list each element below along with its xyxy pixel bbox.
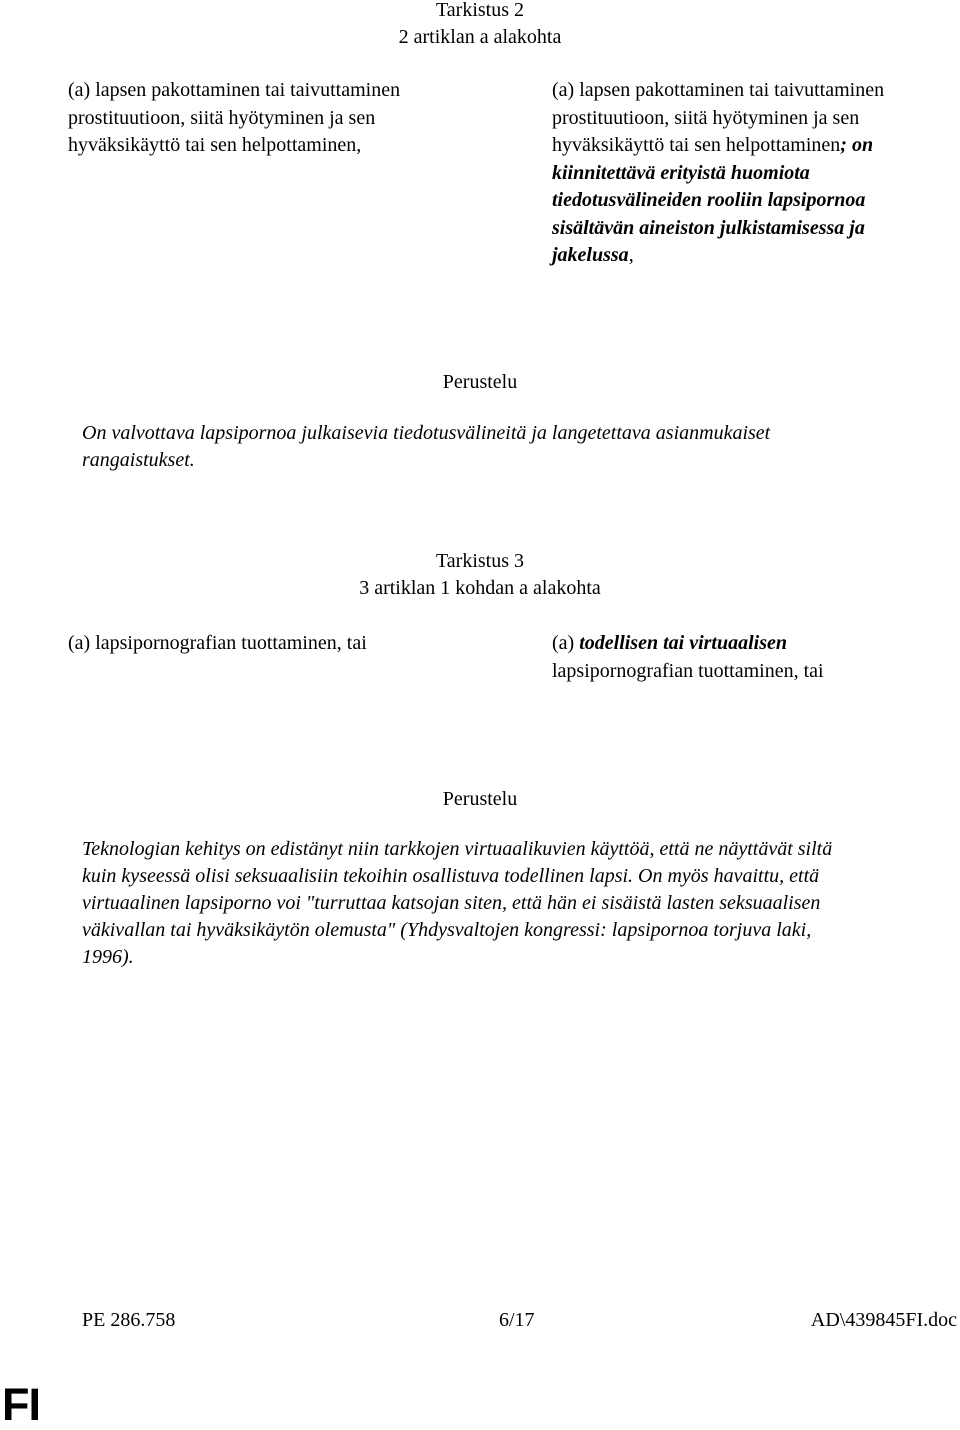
- amendment-2-amended-plain: (a) lapsen pakottaminen tai taivuttaminen prostituutioon, siitä hyötyminen ja sen hyväksikäyttö tai sen helpottaminen: [552, 79, 885, 156]
- footer-file-name: AD\439845FI.doc: [810, 1309, 957, 1331]
- amendment-2-amended-end: ,: [628, 244, 634, 266]
- amendment-2-title: Tarkistus 2: [435, 0, 525, 21]
- amendment-3-article: 3 artiklan 1 kohdan a alakohta: [359, 577, 601, 599]
- amendment-2-justification-heading: Perustelu: [442, 371, 518, 393]
- amendment-3-amended-addition: todellisen tai virtuaalisen: [579, 632, 787, 654]
- amendment-2-amended-text: [552, 77, 947, 270]
- amendment-2-header: [0, 0, 960, 51]
- amendment-3-justification-heading: Perustelu: [442, 788, 518, 810]
- amendment-2-original-text: (a) lapsen pakottaminen tai taivuttaminen prostituutioon, siitä hyötyminen ja sen hyväksikäyttö tai sen helpottaminen,: [68, 79, 401, 156]
- amendment-3-amended-prefix: (a): [552, 632, 580, 654]
- amendment-3-justification: Teknologian kehitys on edistänyt niin tarkkojen virtuaalikuvien käyttöä, että ne näyttävät siltä kuin kyseessä olisi seksuaalisiin tekoihin osallistuva todellinen lapsi. On myös havaittu, että virtuaalinen lapsiporno voi "turruttaa katsojan siten, että hän ei sisäistä lasten seksuaalisen väkivallan tai hyväksikäytön olemusta" (Yhdysvaltojen kongressi: lapsipornoa torjuva laki, 1996).: [82, 838, 833, 968]
- amendment-2-justification: On valvottava lapsipornoa julkaisevia tiedotusvälineitä ja langetettava asianmukaiset rangaistukset.: [82, 422, 771, 471]
- page-footer: [0, 1306, 960, 1334]
- amendment-3-original-text: (a) lapsipornografian tuottaminen, tai: [68, 632, 367, 654]
- amendment-3-title: Tarkistus 3: [435, 550, 525, 572]
- amendment-3-amended-rest: lapsipornografian tuottaminen, tai: [552, 659, 824, 682]
- language-code: FI: [2, 1379, 40, 1430]
- footer-page-number: 6/17: [499, 1309, 535, 1331]
- amendment-2-amended-addition: ; on kiinnitettävä erityistä huomiota tiedotusvälineiden rooliin lapsipornoa sisältävän aineiston julkistamisessa ja jakelussa: [552, 134, 874, 266]
- amendment-2-article: 2 artiklan a alakohta: [398, 26, 562, 48]
- footer-doc-ref: PE 286.758: [82, 1309, 176, 1331]
- amendment-3-amended-text: [552, 630, 947, 685]
- amendment-3-header: [0, 548, 960, 602]
